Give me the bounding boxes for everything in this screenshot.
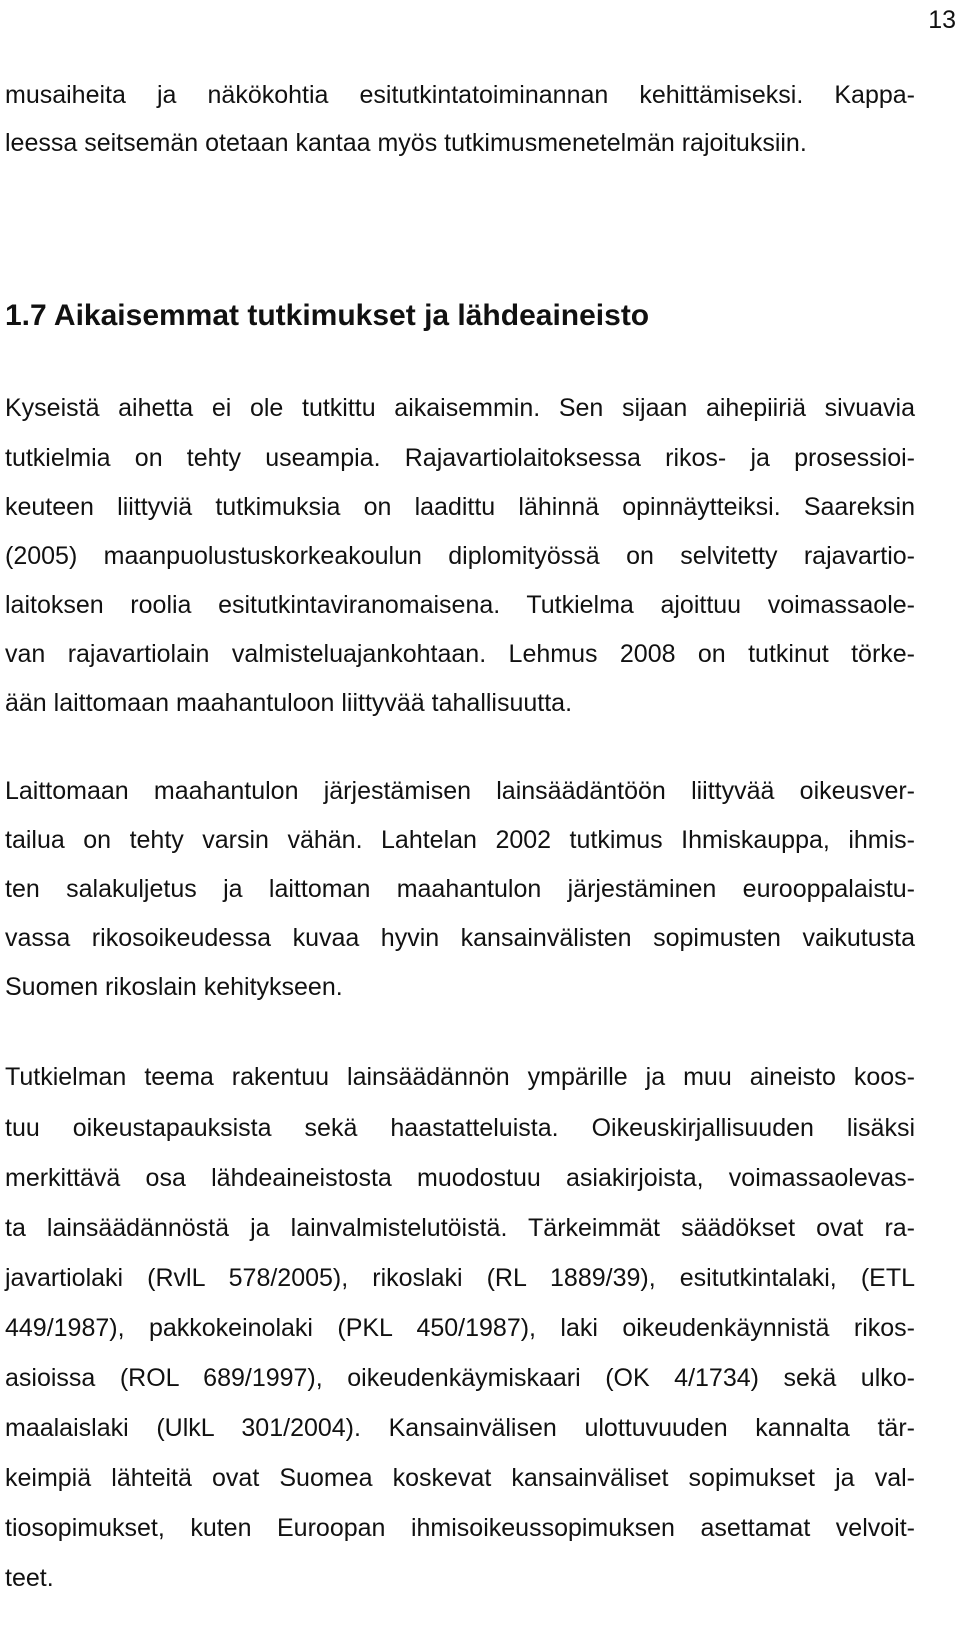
text-line: vassa rikosoikeudessa kuvaa hyvin kansainvälisten sopimusten vaikutusta	[5, 924, 915, 952]
page-number: 13	[928, 6, 956, 34]
text-line: tailua on tehty varsin vähän. Lahtelan 2002 tutkimus Ihmiskauppa, ihmis-	[5, 826, 915, 854]
text-line: (2005) maanpuolustuskorkeakoulun diplomityössä on selvitetty rajavartio-	[5, 542, 915, 570]
text-line: tutkielmia on tehty useampia. Rajavartiolaitoksessa rikos- ja prosessioi-	[5, 444, 915, 472]
section-heading: 1.7 Aikaisemmat tutkimukset ja lähdeaineisto	[5, 299, 650, 332]
text-line: teet.	[5, 1564, 54, 1592]
text-line: 449/1987), pakkokeinolaki (PKL 450/1987), laki oikeudenkäynnistä rikos-	[5, 1314, 915, 1342]
text-line: ten salakuljetus ja laittoman maahantulon järjestäminen eurooppalaistu-	[5, 875, 915, 903]
text-line: Laittomaan maahantulon järjestämisen lainsäädäntöön liittyvää oikeusver-	[5, 777, 915, 805]
text-line: ään laittomaan maahantuloon liittyvää tahallisuutta.	[5, 689, 573, 717]
text-line: musaiheita ja näkökohtia esitutkintatoiminannan kehittämiseksi. Kappa-	[5, 81, 915, 109]
text-line: leessa seitsemän otetaan kantaa myös tutkimusmenetelmän rajoituksiin.	[5, 129, 807, 157]
text-line: Suomen rikoslain kehitykseen.	[5, 973, 343, 1001]
text-line: laitoksen roolia esitutkintaviranomaisena. Tutkielma ajoittuu voimassaole-	[5, 591, 915, 619]
text-line: tuu oikeustapauksista sekä haastatteluista. Oikeuskirjallisuuden lisäksi	[5, 1114, 915, 1142]
text-line: merkittävä osa lähdeaineistosta muodostuu asiakirjoista, voimassaolevas-	[5, 1164, 915, 1192]
text-line: maalaislaki (UlkL 301/2004). Kansainvälisen ulottuvuuden kannalta tär-	[5, 1414, 915, 1442]
text-line: keimpiä lähteitä ovat Suomea koskevat kansainväliset sopimukset ja val-	[5, 1464, 915, 1492]
text-line: javartiolaki (RvlL 578/2005), rikoslaki (RL 1889/39), esitutkintalaki, (ETL	[5, 1264, 915, 1292]
text-line: van rajavartiolain valmisteluajankohtaan. Lehmus 2008 on tutkinut törke-	[5, 640, 915, 668]
text-line: ta lainsäädännöstä ja lainvalmistelutöistä. Tärkeimmät säädökset ovat ra-	[5, 1214, 915, 1242]
text-line: Kyseistä aihetta ei ole tutkittu aikaisemmin. Sen sijaan aihepiiriä sivuavia	[5, 394, 915, 422]
text-line: tiosopimukset, kuten Euroopan ihmisoikeussopimuksen asettamat velvoit-	[5, 1514, 915, 1542]
text-line: keuteen liittyviä tutkimuksia on laadittu lähinnä opinnäytteiksi. Saareksin	[5, 493, 915, 521]
text-line: Tutkielman teema rakentuu lainsäädännön ympärille ja muu aineisto koos-	[5, 1063, 915, 1091]
text-line: asioissa (ROL 689/1997), oikeudenkäymiskaari (OK 4/1734) sekä ulko-	[5, 1364, 915, 1392]
